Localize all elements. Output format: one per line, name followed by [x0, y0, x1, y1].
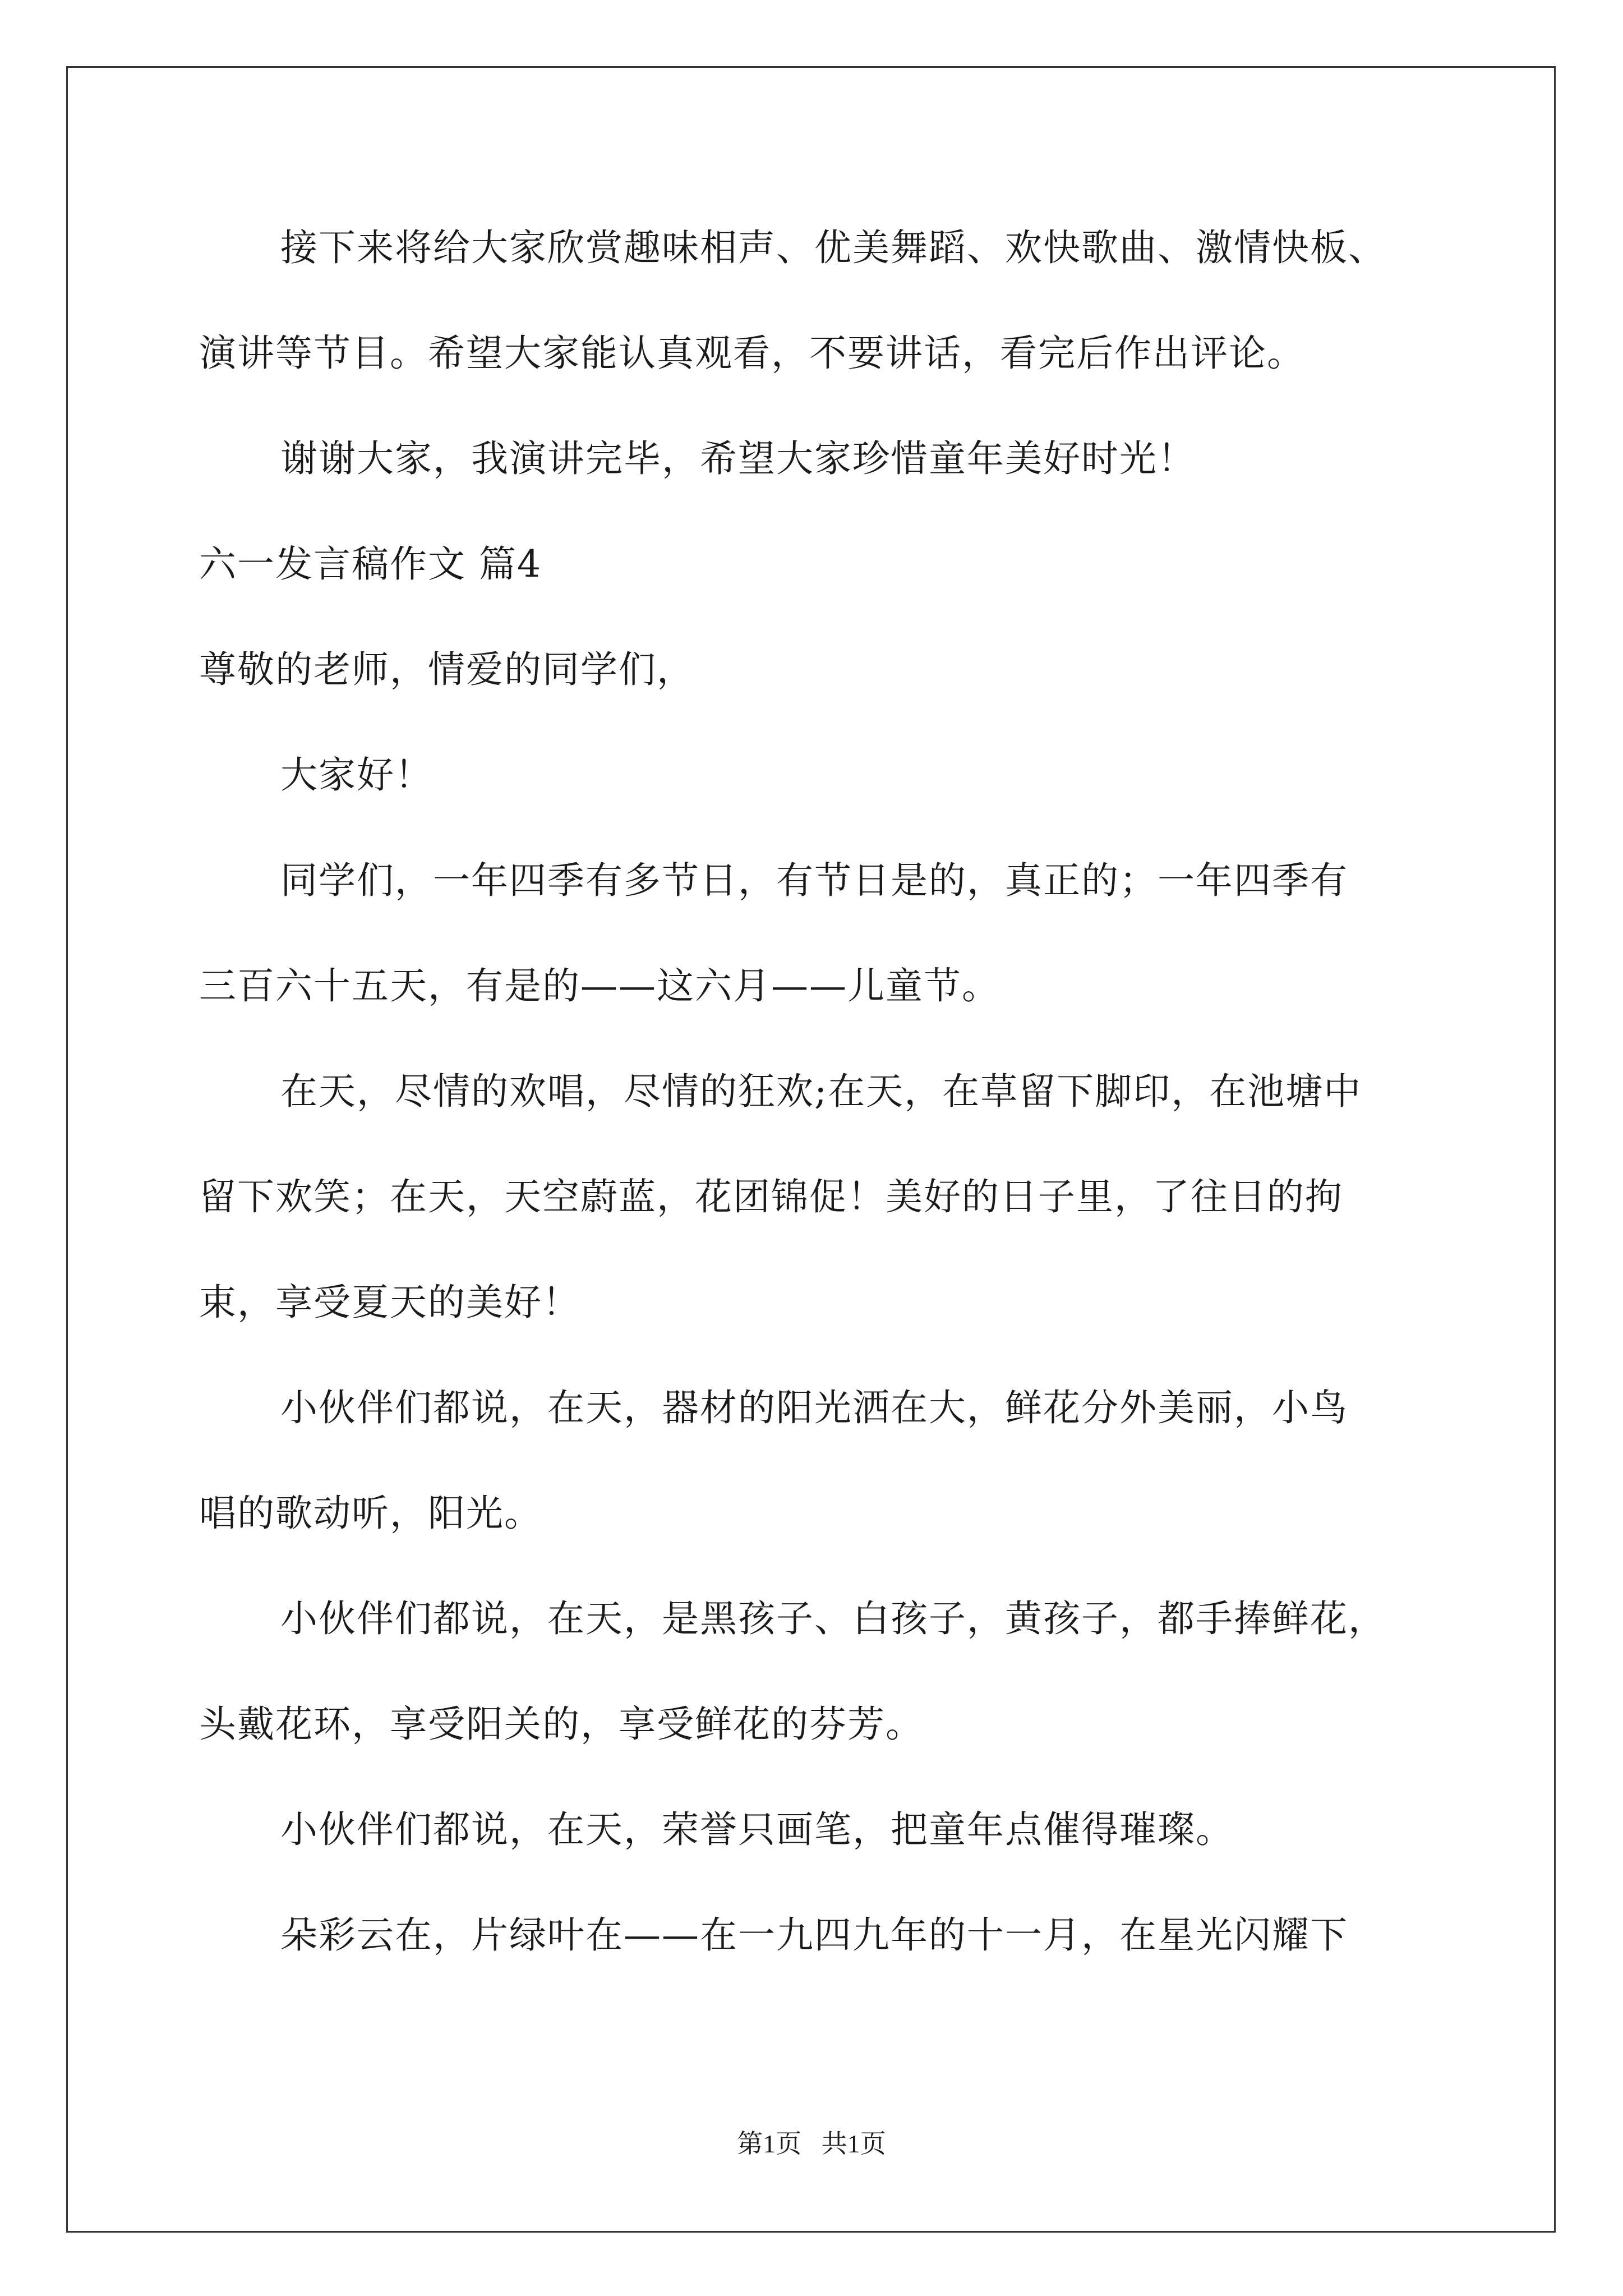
text-line: 小伙伴们都说，在天，是黑孩子、白孩子，黄孩子，都手捧鲜花，	[280, 1597, 1386, 1640]
text-line: 头戴花环，享受阳关的，享受鲜花的芬芳。	[199, 1703, 924, 1746]
text-line: 唱的歌动听，阳光。	[199, 1492, 542, 1535]
text-line: 同学们，一年四季有多节日，有节日是的，真正的；一年四季有	[280, 859, 1348, 902]
text-line: 留下欢笑；在天，天空蔚蓝，花团锦促！美好的日子里，了往日的拘	[199, 1175, 1343, 1218]
page-total: 共1页	[821, 2129, 886, 2158]
text-line: 小伙伴们都说，在天，荣誉只画笔，把童年点催得璀璨。	[280, 1808, 1234, 1851]
text-line: 三百六十五天，有是的——这六月——儿童节。	[199, 964, 1000, 1007]
page-number: 第1页	[737, 2129, 802, 2158]
text-line: 接下来将给大家欣赏趣味相声、优美舞蹈、欢快歌曲、激情快板、	[280, 226, 1386, 269]
text-line: 小伙伴们都说，在天，器材的阳光洒在大，鲜花分外美丽，小鸟	[280, 1386, 1348, 1429]
text-line: 演讲等节目。希望大家能认真观看，不要讲话，看完后作出评论。	[199, 332, 1305, 375]
text-line: 束，享受夏天的美好！	[199, 1281, 580, 1324]
salutation: 尊敬的老师，情爱的同学们，	[199, 648, 695, 691]
page-border	[66, 66, 1556, 2233]
text-line: 朵彩云在，片绿叶在——在一九四九年的十一月，在星光闪耀下	[280, 1913, 1348, 1957]
text-line: 在天，尽情的欢唱，尽情的狂欢;在天，在草留下脚印，在池塘中	[280, 1070, 1362, 1113]
section-heading: 六一发言稿作文 篇4	[199, 542, 542, 586]
page-footer	[0, 2127, 1623, 2161]
greeting: 大家好！	[280, 753, 433, 797]
text-line: 谢谢大家，我演讲完毕，希望大家珍惜童年美好时光！	[280, 437, 1196, 480]
